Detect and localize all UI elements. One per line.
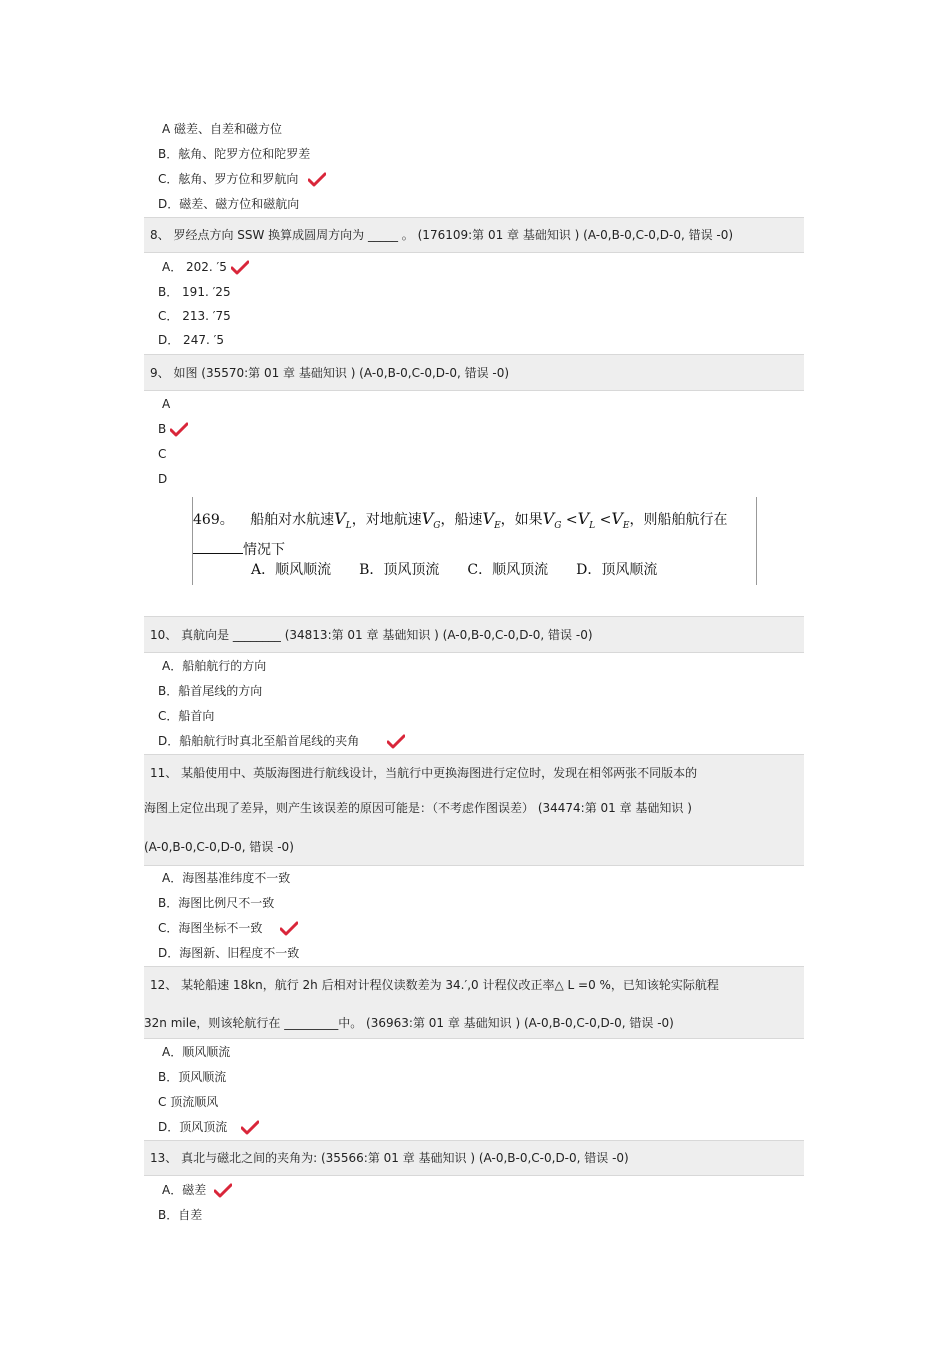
option-b: B．自差: [158, 1208, 203, 1222]
question-text: 9、 如图 (35570:第 01 章 基础知识 ) (A-0,B-0,C-0,D-0, 错误 -0): [150, 366, 510, 380]
question-9-header: [144, 354, 804, 391]
option-c: C．舷角、罗方位和罗航向: [158, 169, 326, 189]
option-b: B．舷角、陀罗方位和陀罗差: [158, 147, 311, 161]
option-d: D: [158, 472, 168, 486]
option-d: D．磁差、磁方位和磁航向: [158, 197, 300, 211]
option-c: C．海图坐标不一致: [158, 918, 298, 938]
question-text-line-3: (A-0,B-0,C-0,D-0, 错误 -0): [144, 840, 294, 854]
option-a: A: [162, 397, 171, 411]
question-text-line-1: 11、 某船使用中、英版海图进行航线设计，当航行中更换海图进行定位时，发现在相邻两张不同版本的: [150, 766, 698, 780]
symbol-vg: $V_G$: [421, 509, 441, 532]
option-a: A．磁差: [162, 1180, 232, 1200]
option-c: C: [158, 447, 167, 461]
symbol-vl: $V_L$: [334, 509, 352, 532]
option-b: B: [158, 419, 188, 439]
check-mark-icon: [214, 1183, 232, 1199]
question-text-line-1: 12、 某轮船速 18kn，航行 2h 后相对计程仪读数差为 34.′,0 计程仪改正率△ L =0 %，已知该轮实际航程: [150, 978, 719, 992]
option-c: C．船首向: [158, 709, 215, 723]
question-13-header: [144, 1140, 804, 1176]
figure-question-line: 469。 船舶对水航速$V_L$，对地航速$V_G$，船速$V_E$，如果$V_G <V_L <V_E$，则船舶航行在: [193, 509, 728, 532]
check-mark-icon: [170, 422, 188, 438]
question-text: 13、 真北与磁北之间的夹角为: (35566:第 01 章 基础知识 ) (A-0,B-0,C-0,D-0, 错误 -0): [150, 1151, 629, 1165]
question-8-header: [144, 217, 804, 253]
option-b: B． 191. ′25: [158, 285, 231, 299]
question-text-line-2: 32n mile，则该轮航行在 _________中。 (36963:第 01 章 基础知识 ) (A-0,B-0,C-0,D-0, 错误 -0): [144, 1016, 674, 1030]
check-mark-icon: [241, 1120, 259, 1136]
option-d: D．海图新、旧程度不一致: [158, 946, 300, 960]
option-a: A．海图基准纬度不一致: [162, 871, 291, 885]
check-mark-icon: [387, 734, 405, 750]
check-mark-icon: [280, 921, 298, 937]
option-c: C 顶流顺风: [158, 1095, 219, 1109]
option-b: B．海图比例尺不一致: [158, 896, 275, 910]
answer-blank: [193, 541, 243, 554]
option-c: C． 213. ′75: [158, 309, 231, 323]
option-a: A 磁差、自差和磁方位: [162, 122, 283, 136]
figure-options: A．顺风顺流 B．顶风顶流 C．顺风顶流 D．顶风顺流: [251, 562, 658, 578]
question-text: 10、 真航向是 ________ (34813:第 01 章 基础知识 ) (A-0,B-0,C-0,D-0, 错误 -0): [150, 628, 593, 642]
figure-question-line-2: 情况下: [193, 539, 285, 559]
option-a: A．顺风顺流: [162, 1045, 231, 1059]
question-10-header: [144, 616, 804, 653]
option-a: A． 202. ′5: [162, 257, 249, 277]
option-d: D．顶风顶流: [158, 1117, 259, 1137]
question-text-line-2: 海图上定位出现了差异，则产生该误差的原因可能是：（不考虑作图误差） (34474:第 01 章 基础知识 ): [144, 801, 692, 815]
option-b: B．顶风顺流: [158, 1070, 227, 1084]
check-mark-icon: [231, 260, 249, 276]
option-d: D．船舶航行时真北至船首尾线的夹角: [158, 731, 405, 751]
option-b: B．船首尾线的方向: [158, 684, 263, 698]
check-mark-icon: [308, 172, 326, 188]
question-12-header: [144, 966, 804, 1039]
question-9-figure: [192, 497, 757, 585]
option-a: A．船舶航行的方向: [162, 659, 267, 673]
symbol-ve: $V_E$: [482, 509, 501, 532]
option-d: D． 247. ′5: [158, 333, 224, 347]
question-text: 8、 罗经点方向 SSW 换算成圆周方向为 _____ 。 (176109:第 01 章 基础知识 ) (A-0,B-0,C-0,D-0, 错误 -0): [150, 228, 734, 242]
question-11-header: [144, 754, 804, 866]
